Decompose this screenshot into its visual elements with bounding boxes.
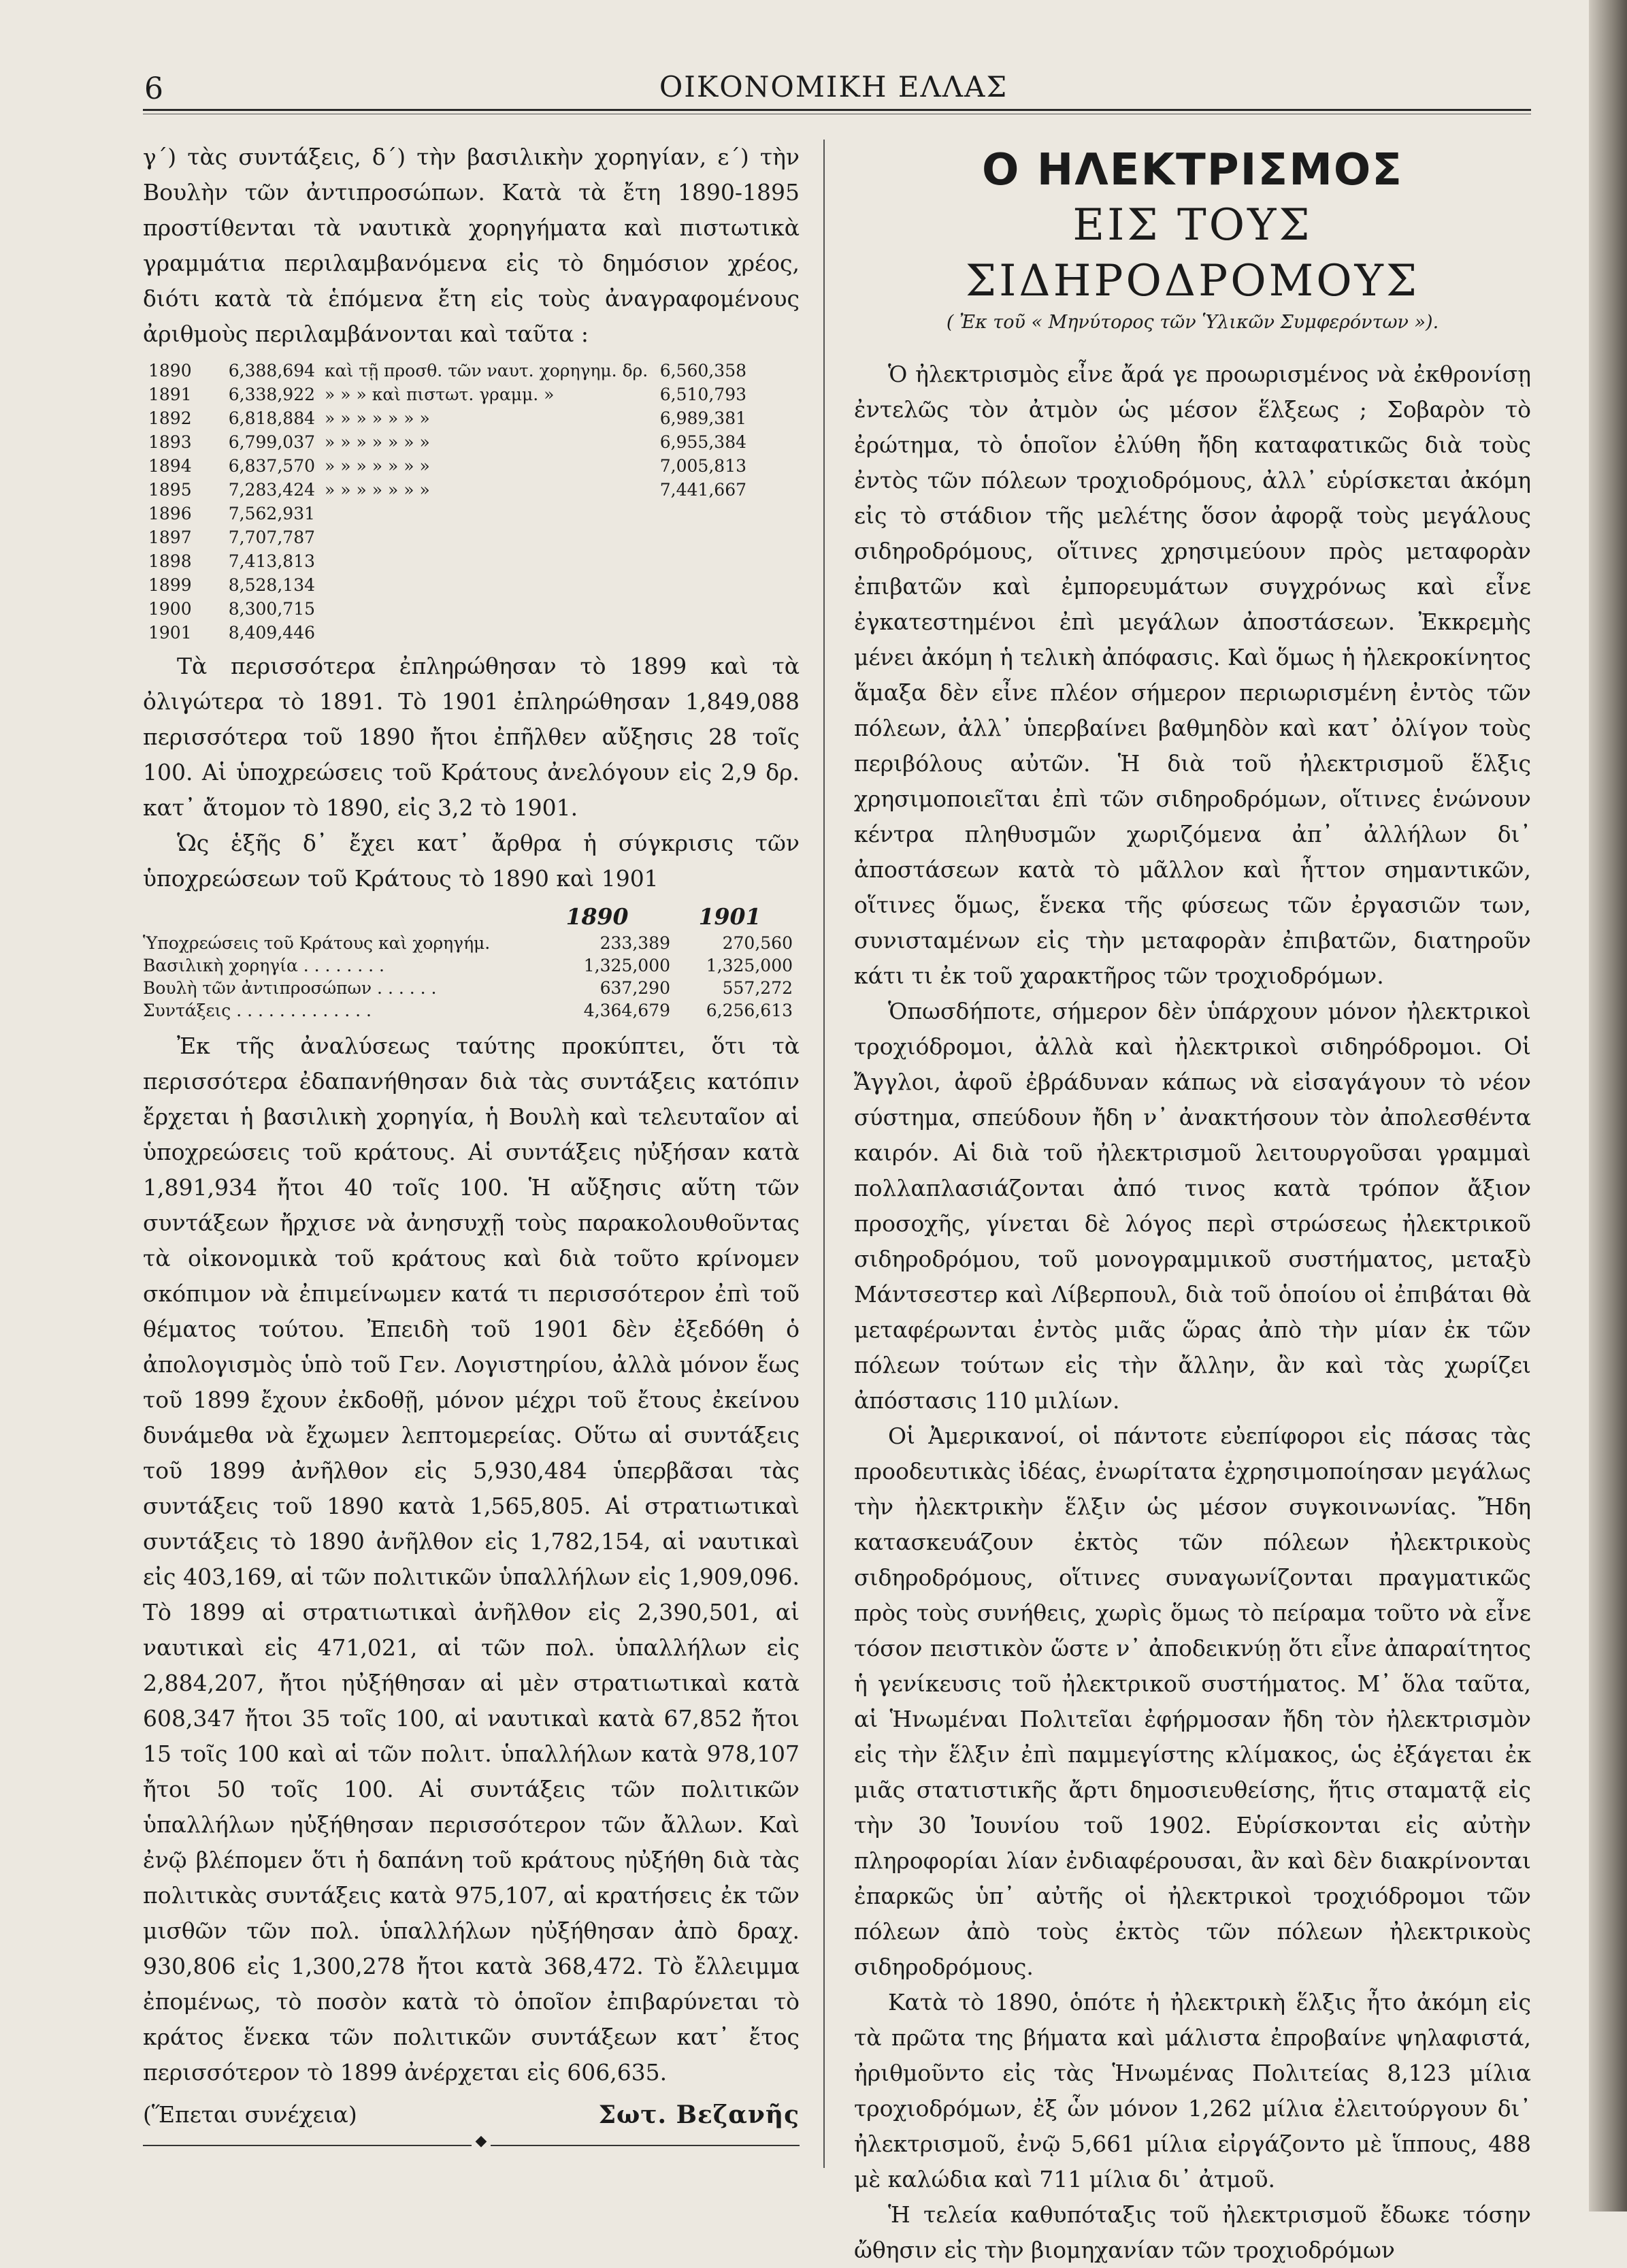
table-cell-value: 6,818,884	[228, 408, 315, 428]
table-row	[148, 573, 800, 597]
table-cell-note	[315, 502, 644, 525]
table-cell-total: 6,955,384	[659, 432, 746, 452]
comparison-value-1901: 270,560	[722, 933, 793, 953]
table-cell-total: 6,989,381	[659, 408, 746, 428]
table-cell-total	[644, 549, 746, 573]
comparison-col-1901: 1901	[698, 903, 761, 930]
right-column	[854, 140, 1531, 2268]
comparison-label: Συντάξεις . . . . . . . . . . . . .	[143, 1001, 372, 1020]
left-paragraph-1: γ΄) τὰς συντάξεις, δ΄) τὴν βασιλικὴν χορηγίαν, ε΄) τὴν Βουλὴν τῶν ἀντιπροσώπων. Κατὰ τὰ ἔτη 1890-1895 προστίθενται τὰ ναυτικὰ χορηγήματα καὶ πιστωτικὰ γραμμάτια περιλαμβανόμενα εἰς τὸ δημόσιον χρέος, διότι κατὰ τὰ ἑπόμενα ἔτη εἰς τοὺς ἀναγραφομένους ἀριθμοὺς περιλαμβάνονται καὶ ταῦτα :	[143, 144, 800, 347]
expenditure-table	[148, 359, 800, 645]
table-row	[148, 454, 800, 478]
table-cell-total	[644, 502, 746, 525]
comparison-col-1890: 1890	[565, 903, 629, 930]
comparison-value-1890: 1,325,000	[583, 956, 670, 975]
page-number: 6	[144, 71, 163, 106]
comparison-label: Βουλὴ τῶν ἀντιπροσώπων . . . . . .	[143, 978, 437, 998]
table-cell-note: » » » » » » »	[325, 456, 430, 476]
table-cell-note: » » » » » » »	[325, 408, 430, 428]
article-source: ( Ἐκ τοῦ « Μηνύτορος τῶν Ὑλικῶν Συμφερόντων »).	[946, 312, 1439, 333]
table-row	[148, 383, 800, 406]
right-paragraph-1: Ὁ ἠλεκτρισμὸς εἶνε ἄρά γε προωρισμένος νὰ ἐκθρονίσῃ ἐντελῶς τὸν ἀτμὸν ὡς μέσον ἕλξεως ; Σοβαρὸν τὸ ἐρώτημα, τὸ ὁποῖον ἐλύθη ἤδη καταφατικῶς διὰ τοὺς ἐντὸς τῶν πόλεων τροχιοδρόμους, ἀλλ᾽ εὑρίσκεται ἀκόμη εἰς τὸ στάδιον τῆς μελέτης ὅσον ἀφορᾷ τοὺς μεγάλους σιδηροδρόμους, οἵτινες χρησιμεύουν πρὸς μεταφορὰν ἐπιβατῶν καὶ ἐμπορευμάτων συγχρόνως καὶ εἶνε ἐγκατεστημένοι ἐπὶ μεγάλων ἀποστάσεων. Ἐκκρεμὴς μένει ἀκόμη ἡ τελικὴ ἀπόφασις. Καὶ ὅμως ἡ ἠλεκροκίνητος ἅμαξα δὲν εἶνε πλέον σήμερον περιωρισμένη ἐντὸς τῶν πόλεων, ἀλλ᾽ ὑπερβαίνει βαθμηδὸν καὶ κατ᾽ ὀλίγον τοὺς περιβόλους αὐτῶν. Ἡ διὰ τοῦ ἠλεκτρισμοῦ ἕλξις χρησιμοποιεῖται ἐπὶ τῶν σιδηροδρόμων, οἵτινες ἑνώνουν κέντρα πληθυσμῶν χωριζόμενα ἀπ᾽ ἀλλήλων δι᾽ ἀποστάσεων κατὰ τὸ μᾶλλον καὶ ἧττον σημαντικῶν, οἵτινες ὅμως, ἕνεκα τῆς φύσεως τῶν ἐργασιῶν των, συνισταμένων εἰς τὴν μεταφορὰν ἐπιβατῶν, διατηροῦν κάτι τι ἐκ τοῦ χαρακτῆρος τῶν τροχιοδρόμων.	[854, 361, 1531, 989]
table-row	[148, 621, 800, 645]
table-cell-note: » » » » » » »	[325, 432, 430, 452]
table-cell-note	[315, 597, 644, 621]
comparison-value-1901: 557,272	[722, 978, 793, 998]
right-paragraph-3: Οἱ Ἀμερικανοί, οἱ πάντοτε εὐεπίφοροι εἰς πάσας τὰς προοδευτικὰς ἰδέας, ἐνωρίτατα ἐχρησιμοποίησαν μεγάλως τὴν ἠλεκτρικὴν ἕλξιν ὡς μέσον συγκοινωνίας. Ἤδη κατασκευάζουν ἐκτὸς τῶν πόλεων ἠλεκτρικοὺς σιδηροδρόμους, οἵτινες συναγωνίζονται πραγματικῶς πρὸς τοὺς συνήθεις, χωρὶς ὅμως τὸ πείραμα τοῦτο νὰ εἶνε τόσον πειστικὸν ὥστε ν᾽ ἀποδεικνύῃ ὅτι εἶνε ἀπαραίτητος ἡ γενίκευσις τοῦ ἠλεκτρικοῦ συστήματος. Μ᾽ ὅλα ταῦτα, αἱ Ἡνωμέναι Πολιτεῖαι ἐφήρμοσαν ἤδη τὸν ἠλεκτρισμὸν εἰς τὴν ἕλξιν ἐπὶ παμμεγίστης κλίμακος, ὡς ἐξάγεται ἐκ μιᾶς στατιστικῆς ἄρτι δημοσιευθείσης, ἥτις σταματᾷ εἰς τὴν 30 Ἰουνίου τοῦ 1902. Εὑρίσκονται εἰς αὐτὴν πληροφορίαι λίαν ἐνδιαφέρουσαι, ἂν καὶ δὲν διακρίνονται ἐπαρκῶς ὑπ᾽ αὐτῆς οἱ ἠλεκτρικοὶ τροχιόδρομοι τῶν πόλεων ἀπὸ τοὺς ἐκτὸς τῶν πόλεων ἠλεκτρικοὺς σιδηροδρόμους.	[854, 1423, 1531, 1980]
table-cell-year: 1891	[148, 385, 192, 404]
comparison-value-1890: 637,290	[599, 978, 670, 998]
table-cell-note	[315, 621, 644, 645]
table-cell-year: 1900	[148, 599, 192, 619]
comparison-label: Ὑποχρεώσεις τοῦ Κράτους καὶ χορηγήμ.	[143, 933, 491, 953]
comparison-label: Βασιλικὴ χορηγία . . . . . . . .	[143, 956, 384, 975]
table-cell-value: 8,300,715	[228, 599, 315, 619]
table-cell-value: 7,707,787	[228, 528, 315, 547]
table-cell-total: 6,510,793	[659, 385, 746, 404]
comparison-table	[143, 902, 800, 1022]
table-cell-year: 1896	[148, 504, 192, 523]
table-cell-value: 6,837,570	[228, 456, 315, 476]
left-paragraph-3: Ὡς ἑξῆς δ᾽ ἔχει κατ᾽ ἄρθρα ἡ σύγκρισις τῶν ὑποχρεώσεων τοῦ Κράτους τὸ 1890 καὶ 1901	[143, 830, 800, 892]
table-cell-value: 8,409,446	[228, 623, 315, 643]
page-header	[136, 65, 1531, 106]
comparison-value-1901: 6,256,613	[706, 1001, 793, 1020]
table-cell-note: » » » » » » »	[325, 480, 430, 500]
table-cell-year: 1894	[148, 456, 192, 476]
table-cell-note	[315, 573, 644, 597]
page-edge-shadow	[1589, 0, 1627, 2212]
article-title: Ο ΗΛΕΚΤΡΙΣΜΟΣ	[982, 145, 1403, 195]
table-cell-value: 6,388,694	[228, 361, 315, 380]
table-cell-total	[644, 621, 746, 645]
table-cell-value: 7,283,424	[228, 480, 315, 500]
table-cell-value: 8,528,134	[228, 575, 315, 595]
table-cell-year: 1895	[148, 480, 192, 500]
table-cell-year: 1897	[148, 528, 192, 547]
table-row	[148, 549, 800, 573]
table-cell-total	[644, 597, 746, 621]
table-cell-note	[315, 549, 644, 573]
table-cell-value: 7,413,813	[228, 551, 315, 571]
continued-note: (Ἕπεται συνέχεια)	[143, 2101, 357, 2128]
article-end-rule	[143, 2135, 800, 2156]
table-cell-value: 6,799,037	[228, 432, 315, 452]
author-name: Σωτ. Βεζανῆς	[598, 2101, 800, 2129]
table-cell-year: 1899	[148, 575, 192, 595]
signature-line	[143, 2094, 800, 2135]
table-cell-total	[644, 525, 746, 549]
running-title: ΟΙΚΟΝΟΜΙΚΗ ΕΛΛΑΣ	[659, 70, 1008, 103]
table-row	[143, 932, 800, 954]
header-rule	[143, 109, 1531, 111]
table-cell-note	[315, 525, 644, 549]
table-cell-value: 6,338,922	[228, 385, 315, 404]
comparison-header	[143, 902, 800, 932]
table-cell-total: 7,005,813	[659, 456, 746, 476]
table-row	[143, 999, 800, 1022]
table-row	[148, 525, 800, 549]
left-paragraph-2: Τὰ περισσότερα ἐπληρώθησαν τὸ 1899 καὶ τὰ ὀλιγώτερα τὸ 1891. Τὸ 1901 ἐπληρώθησαν 1,849,088 περισσότερα τοῦ 1890 ἤτοι ἐπῆλθεν αὔξησις 28 τοῖς 100. Αἱ ὑποχρεώσεις τοῦ Κράτους ἀνελόγουν εἰς 2,9 δρ. κατ᾽ ἄτομον τὸ 1890, εἰς 3,2 τὸ 1901.	[143, 653, 800, 821]
comparison-value-1890: 233,389	[599, 933, 670, 953]
comparison-value-1890: 4,364,679	[583, 1001, 670, 1020]
table-cell-year: 1890	[148, 361, 192, 380]
left-column	[143, 140, 800, 2156]
right-paragraph-5: Ἡ τελεία καθυπόταξις τοῦ ἠλεκτρισμοῦ ἔδωκε τόσην ὤθησιν εἰς τὴν βιομηχανίαν τῶν τροχιοδρόμων	[854, 2201, 1531, 2263]
table-row	[148, 406, 800, 430]
article-subtitle: ΕΙΣ ΤΟΥΣ ΣΙΔΗΡΟΔΡΟΜΟΥΣ	[965, 200, 1420, 306]
table-cell-year: 1901	[148, 623, 192, 643]
table-row	[148, 502, 800, 525]
table-cell-note: καὶ τῇ προσθ. τῶν ναυτ. χορηγημ. δρ.	[325, 361, 648, 380]
table-cell-year: 1898	[148, 551, 192, 571]
table-cell-year: 1892	[148, 408, 192, 428]
table-row	[148, 359, 800, 383]
table-row	[148, 597, 800, 621]
left-paragraph-4: Ἐκ τῆς ἀναλύσεως ταύτης προκύπτει, ὅτι τὰ περισσότερα ἐδαπανήθησαν διὰ τὰς συντάξεις κατόπιν ἔρχεται ἡ βασιλικὴ χορηγία, ἡ Βουλὴ καὶ τελευταῖον αἱ ὑποχρεώσεις τοῦ κράτους. Αἱ συντάξεις ηὐξήσαν κατὰ 1,891,934 ἤτοι 40 τοῖς 100. Ἡ αὔξησις αὕτη τῶν συντάξεων ἤρχισε νὰ ἀνησυχῇ τοὺς παρακολουθοῦντας τὰ οἰκονομικὰ τοῦ κράτους καὶ διὰ τοῦτο κρίνομεν σκόπιμον νὰ ἐπιμείνωμεν κατά τι περισσότερον ἐπὶ τοῦ θέματος τούτου. Ἐπειδὴ τοῦ 1901 δὲν ἐξεδόθη ὁ ἀπολογισμὸς ὑπὸ τοῦ Γεν. Λογιστηρίου, ἀλλὰ μόνον ἕως τοῦ 1899 ἔχουν ἐκδοθῇ, μόνον μέχρι τοῦ ἔτους ἐκείνου δυνάμεθα νὰ ἔχωμεν λεπτομερείας. Οὕτω αἱ συντάξεις τοῦ 1899 ἀνῆλθον εἰς 5,930,484 ὑπερβᾶσαι τὰς συντάξεις τοῦ 1890 κατὰ 1,565,805. Αἱ στρατιωτικαὶ συντάξεις τὸ 1890 ἀνῆλθον εἰς 1,782,154, αἱ ναυτικαὶ εἰς 403,169, αἱ τῶν πολιτικῶν ὑπαλλήλων εἰς 1,909,096. Τὸ 1899 αἱ στρατιωτικαὶ ἀνῆλθον εἰς 2,390,501, αἱ ναυτικαὶ εἰς 471,021, αἱ τῶν πολ. ὑπαλλήλων εἰς 2,884,207, ἤτοι ηὐξήθησαν αἱ μὲν στρατιωτικαὶ κατὰ 608,347 ἤτοι 35 τοῖς 100, αἱ ναυτικαὶ κατὰ 67,852 ἤτοι 15 τοῖς 100 καὶ αἱ τῶν πολιτ. ὑπαλλήλων κατὰ 978,107 ἤτοι 50 τοῖς 100. Αἱ συντάξεις τῶν πολιτικῶν ὑπαλλήλων ηὐξήθησαν περισσότερον τῶν ἄλλων. Καὶ ἐνῷ βλέπομεν ὅτι ἡ δαπάνη τοῦ κράτους ηὐξήθη διὰ τὰς πολιτικὰς συντάξεις κατὰ 975,107, αἱ κρατήσεις ἐκ τῶν μισθῶν τῶν πολ. ὑπαλλήλων ηὐξήθησαν ἀπὸ δραχ. 930,806 εἰς 1,300,278 ἤτοι κατὰ 368,472. Τὸ ἔλλειμμα ἐπομένως, τὸ ποσὸν κατὰ τὸ ὁποῖον ἐπιβαρύνεται τὸ κράτος ἕνεκα τῶν πολιτικῶν συντάξεων κατ᾽ ἔτος περισσότερον τὸ 1899 ἀνέρχεται εἰς 606,635.	[143, 1033, 800, 2086]
table-cell-total: 6,560,358	[659, 361, 746, 380]
table-cell-note: » » » καὶ πιστωτ. γραμμ. »	[325, 385, 555, 404]
table-row	[148, 430, 800, 454]
table-row	[143, 954, 800, 977]
table-row	[148, 478, 800, 502]
table-row	[143, 977, 800, 999]
right-paragraph-2: Ὁπωσδήποτε, σήμερον δὲν ὑπάρχουν μόνον ἠλεκτρικοὶ τροχιόδρομοι, ἀλλὰ καὶ ἠλεκτρικοὶ σιδηρόδρομοι. Οἱ Ἄγγλοι, ἀφοῦ ἐβράδυναν κάπως νὰ εἰσαγάγουν τὸ νέον σύστημα, σπεύδουν ἤδη ν᾽ ἀνακτήσουν τὸν ἀπολεσθέντα καιρόν. Αἱ διὰ τοῦ ἠλεκτρισμοῦ λειτουργοῦσαι γραμμαὶ πολλαπλασιάζονται ἀπό τινος κατὰ τρόπον ἄξιον προσοχῆς, γίνεται δὲ λόγος περὶ στρώσεως ἠλεκτρικοῦ σιδηροδρόμου, τοῦ μονογραμμικοῦ συστήματος, μεταξὺ Μάντσεστερ καὶ Λίβερπουλ, διὰ τοῦ ὁποίου οἱ ἐπιβάται θὰ μεταφέρωνται ἐντὸς μιᾶς ὥρας ἀπὸ τὴν μίαν ἐκ τῶν πόλεων τούτων εἰς τὴν ἄλλην, ἂν καὶ τὰς χωρίζει ἀπόστασις 110 μιλίων.	[854, 998, 1531, 1414]
comparison-value-1901: 1,325,000	[706, 956, 793, 975]
column-divider	[823, 140, 825, 2168]
table-cell-total: 7,441,667	[659, 480, 746, 500]
right-paragraph-4: Κατὰ τὸ 1890, ὁπότε ἡ ἠλεκτρικὴ ἕλξις ἦτο ἀκόμη εἰς τὰ πρῶτα της βήματα καὶ μάλιστα ἐπροβαίνε ψηλαφιστά, ἠριθμοῦντο εἰς τὰς Ἡνωμένας Πολιτείας 8,123 μίλια τροχιοδρόμων, ἐξ ὧν μόνον 1,262 μίλια ἐλειτούργουν δι᾽ ἠλεκτρισμοῦ, ἐνῷ 5,661 μίλια εἰργάζοντο μὲ ἵππους, 488 μὲ καλώδια καὶ 711 μίλια δι᾽ ἀτμοῦ.	[854, 1989, 1531, 2192]
table-cell-year: 1893	[148, 432, 192, 452]
table-cell-value: 7,562,931	[228, 504, 315, 523]
table-cell-total	[644, 573, 746, 597]
